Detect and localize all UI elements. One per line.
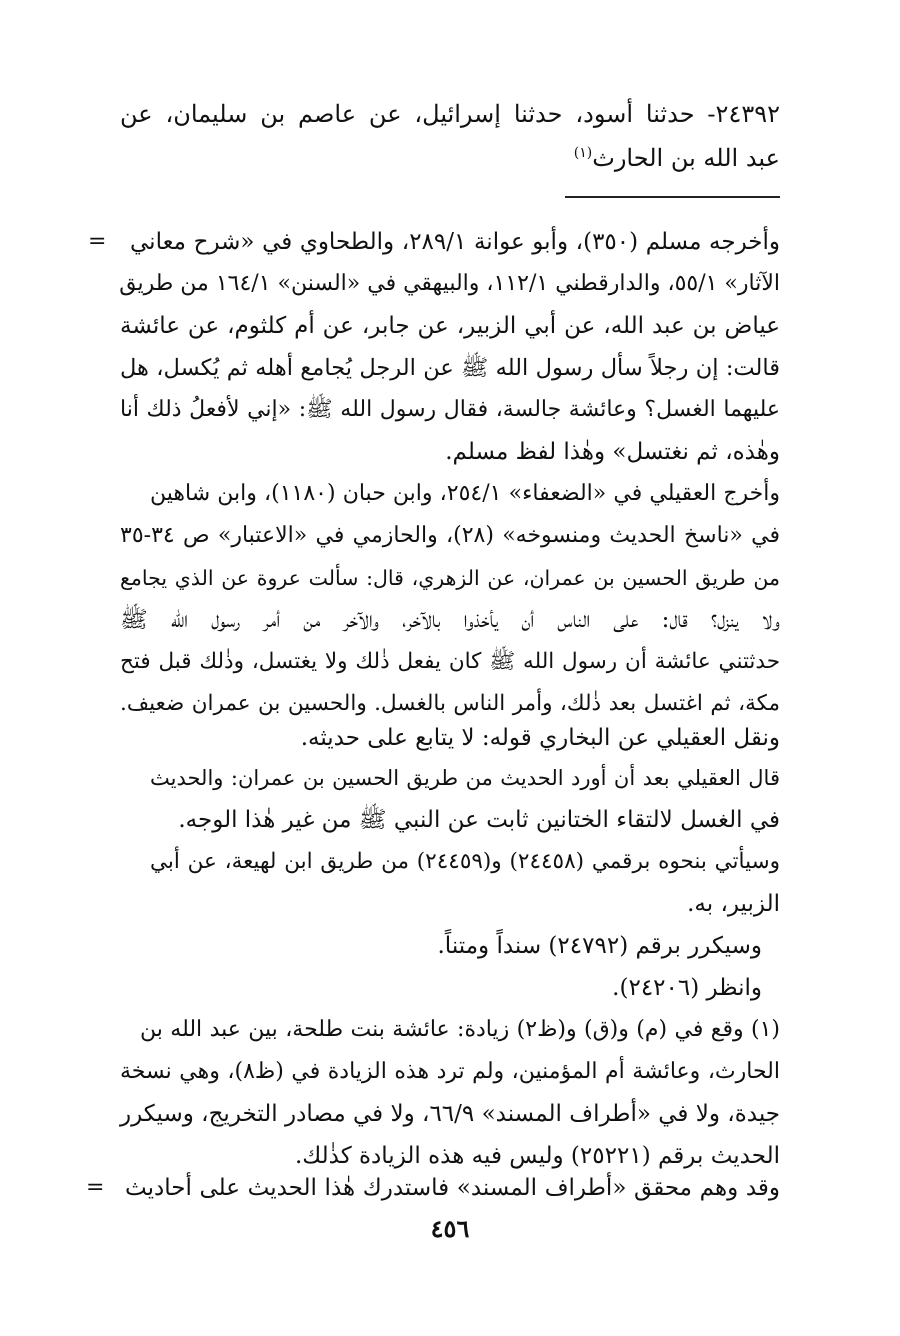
footnote-line: وأخرج العقيلي في «الضعفاء» ٢٥٤/١، وابن حبان (١١٨٠)، وابن شاهين bbox=[150, 481, 781, 506]
footnote-line: قالت: إن رجلاً سأل رسول الله ﷺ عن الرجل يُجامع أهله ثم يُكسل، هل bbox=[120, 355, 780, 381]
hadith-line-2 bbox=[120, 142, 780, 174]
footnote-line: وانظر (٢٤٢٠٦). bbox=[612, 975, 762, 1001]
page-number: ٤٥٦ bbox=[430, 1214, 470, 1243]
footnote-line: وهٰذه، ثم نغتسل» وهٰذا لفظ مسلم. bbox=[445, 439, 780, 465]
footnote-line: وأخرجه مسلم (٣٥٠)، وأبو عوانة ٢٨٩/١، والطحاوي في «شرح معاني bbox=[130, 229, 781, 255]
footnote-line: وسيكرر برقم (٢٤٧٩٢) سنداً ومتناً. bbox=[437, 933, 762, 959]
footnote-line: جيدة، ولا في «أطراف المسند» ٦٦/٩، ولا في مصادر التخريج، وسيكرر bbox=[120, 1101, 780, 1127]
footnote-line: مكة، ثم اغتسل بعد ذٰلك، وأمر الناس بالغسل. والحسين بن عمران ضعيف. bbox=[120, 691, 780, 716]
footnote-reference: (١) bbox=[573, 145, 593, 161]
footnote-line: وسيأتي بنحوه برقمي (٢٤٤٥٨) و(٢٤٤٥٩) من طريق ابن لهيعة، عن أبي bbox=[150, 849, 780, 874]
footnote-line: في الغسل لالتقاء الختانين ثابت عن النبي ﷺ من غير هٰذا الوجه. bbox=[178, 807, 780, 833]
footnote-line: في «ناسخ الحديث ومنسوخه» (٢٨)، والحازمي في «الاعتبار» ص ٣٤-٣٥ bbox=[120, 523, 781, 548]
footnote-separator-rule bbox=[565, 196, 780, 198]
footnote-line: عليهما الغسل؟ وعائشة جالسة، فقال رسول الله ﷺ: «إني لأفعلُ ذلك أنا bbox=[120, 397, 780, 422]
footnote-line: ونقل العقيلي عن البخاري قوله: لا يتابع على حديثه. bbox=[300, 725, 780, 751]
footnote-line: الحارث، وعائشة أم المؤمنين، ولم ترد هذه الزيادة في (ظ٨)، وهي نسخة bbox=[120, 1059, 780, 1084]
continuation-marker-start: = bbox=[88, 229, 107, 254]
footnote-line: حدثتني عائشة أن رسول الله ﷺ كان يفعل ذٰلك ولا يغتسل، وذٰلك قبل فتح bbox=[120, 649, 780, 674]
footnote-line: وقد وهم محقق «أطراف المسند» فاستدرك هٰذا الحديث على أحاديث bbox=[125, 1175, 780, 1201]
hadith-line-1: ٢٤٣٩٢- حدثنا أسود، حدثنا إسرائيل، عن عاصم بن سليمان، عن bbox=[120, 100, 780, 128]
continuation-marker-end: = bbox=[86, 1175, 105, 1200]
footnote-line: (١) وقع في (م) و(ق) و(ظ٢) زيادة: عائشة بنت طلحة، بين عبد الله بن bbox=[140, 1017, 780, 1042]
footnote-line: قال العقيلي بعد أن أورد الحديث من طريق الحسين بن عمران: والحديث bbox=[150, 766, 780, 790]
footnote-line: من طريق الحسين بن عمران، عن الزهري، قال: سألت عروة عن الذي يجامع bbox=[120, 566, 780, 590]
footnote-line: ولا ينزل؟ قال: على الناس أن يأخذوا بالآخر، والآخر من أمر رسول الله ﷺ bbox=[120, 607, 780, 633]
footnote-line: الحديث برقم (٢٥٢٢١) وليس فيه هذه الزيادة كذٰلك. bbox=[294, 1143, 780, 1169]
footnote-line: الزبير، به. bbox=[687, 891, 780, 917]
footnote-line: عياض بن عبد الله، عن أبي الزبير، عن جابر، عن أم كلثوم، عن عائشة bbox=[120, 313, 780, 339]
footnote-line: الآثار» ٥٥/١، والدارقطني ١١٢/١، والبيهقي في «السنن» ١٦٤/١ من طريق bbox=[119, 271, 780, 296]
hadith-narrator-text: عبد الله بن الحارث bbox=[592, 144, 780, 172]
